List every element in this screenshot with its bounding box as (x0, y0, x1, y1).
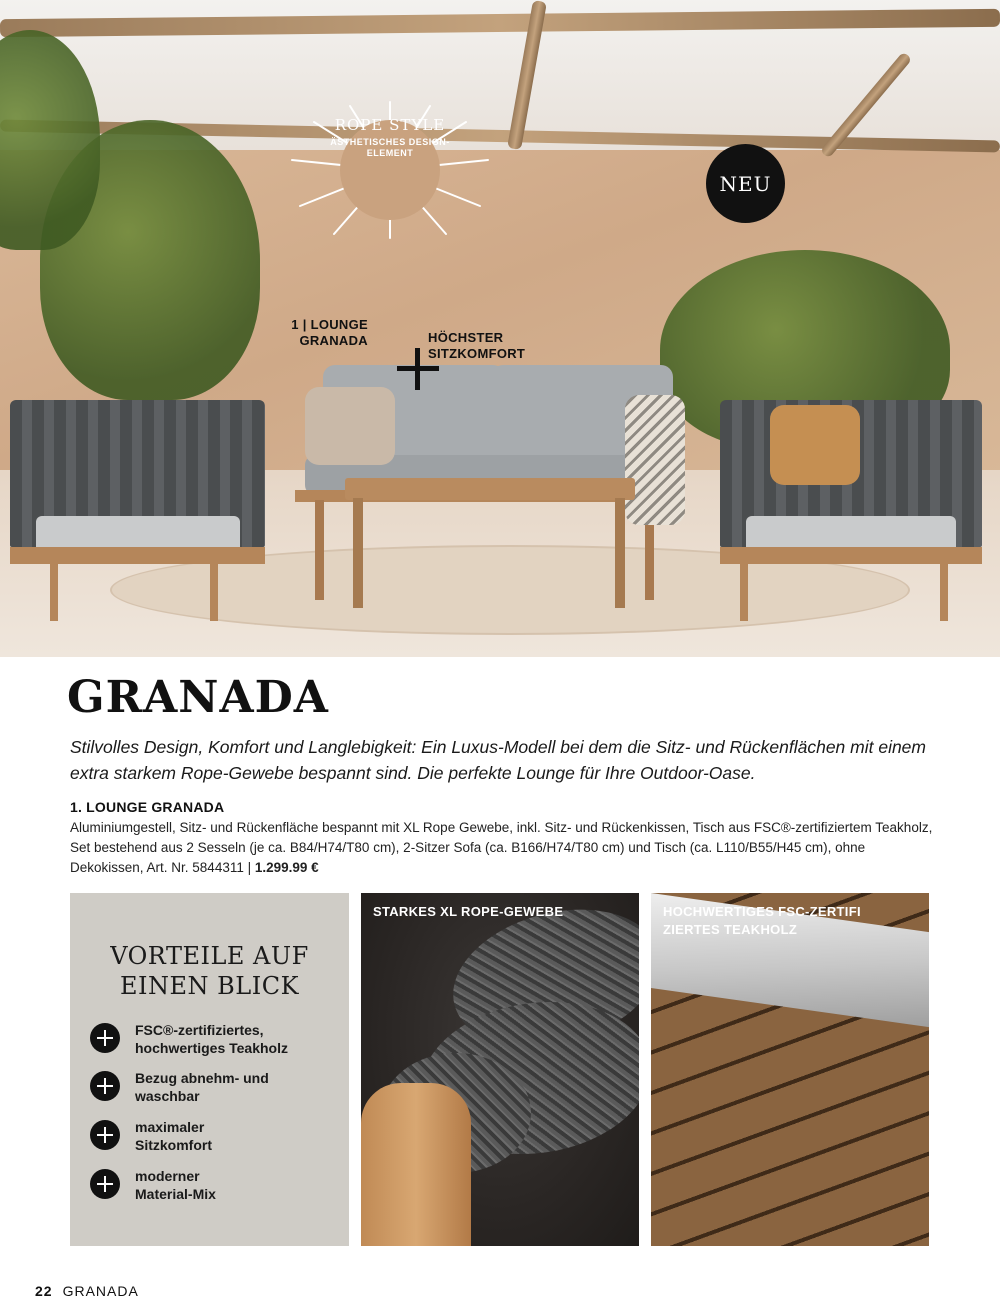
callout-product: 1 | LOUNGE GRANADA (291, 317, 368, 348)
benefits-box (70, 893, 349, 1246)
coffee-table (345, 478, 635, 608)
wood-armrest (361, 1083, 471, 1246)
benefit-item: maximaler Sitzkomfort (90, 1118, 330, 1154)
plus-circle-icon (90, 1023, 120, 1053)
plus-circle-icon (90, 1071, 120, 1101)
decor-pillow (770, 405, 860, 485)
rope-detail-photo (361, 893, 639, 1246)
armchair-right (720, 400, 982, 610)
new-badge: NEU (706, 144, 785, 223)
benefit-item: FSC®-zertifiziertes, hochwertiges Teakholz (90, 1021, 330, 1057)
armchair-left (10, 400, 265, 610)
product-description (70, 818, 940, 878)
rope-label: STARKES XL ROPE-GEWEBE (373, 904, 564, 919)
decor-pillow (305, 387, 395, 465)
benefit-item: moderner Material-Mix (90, 1167, 330, 1203)
product-price: 1.299.99 € (254, 860, 319, 875)
plus-circle-icon (90, 1120, 120, 1150)
intro-text: Stilvolles Design, Komfort und Langlebigkeit: Ein Luxus-Modell bei dem die Sitz- und Rückenflächen mit einem extra starkem Rope-Gewebe bespannt sind. Die perfekte Lounge für Ihre Outdoor-Oase. (70, 737, 926, 783)
wood-label: HOCHWERTIGES FSC-ZERTIFI ZIERTES TEAKHOLZ (663, 904, 861, 937)
footer-section: GRANADA (62, 1283, 139, 1299)
benefits-title: VORTEILE AUF EINEN BLICK (110, 942, 309, 1000)
callout-comfort: HÖCHSTER SITZKOMFORT (428, 330, 526, 361)
rope-style-title: ROPE STYLE (334, 116, 446, 134)
wood-detail-photo (651, 893, 929, 1246)
page-number: 22 (35, 1283, 53, 1299)
plus-circle-icon (90, 1169, 120, 1199)
page-footer (35, 1283, 139, 1299)
rope-style-badge (330, 118, 450, 159)
plus-icon (397, 348, 439, 390)
product-description-text: Aluminiumgestell, Sitz- und Rückenfläche bespannt mit XL Rope Gewebe, inkl. Sitz- und Rückenkissen, Tisch aus FSC®-zertifiziertem Teakholz, Set bestehend aus 2 Sesseln (je ca. B84/H74/T80 cm), 2-Sitzer Sofa (ca. B166/H74/T80 cm) und Tisch (ca. L110/B55/H45 cm), ohne Dekokissen, Art. Nr. 5844311 | (70, 820, 933, 875)
page-title: GRANADA (67, 672, 329, 723)
product-heading: 1. LOUNGE GRANADA (70, 799, 225, 815)
benefit-item: Bezug abnehm- und waschbar (90, 1069, 330, 1105)
rope-style-subtitle: ÄSTHETISCHES DESIGN-ELEMENT (330, 137, 450, 158)
